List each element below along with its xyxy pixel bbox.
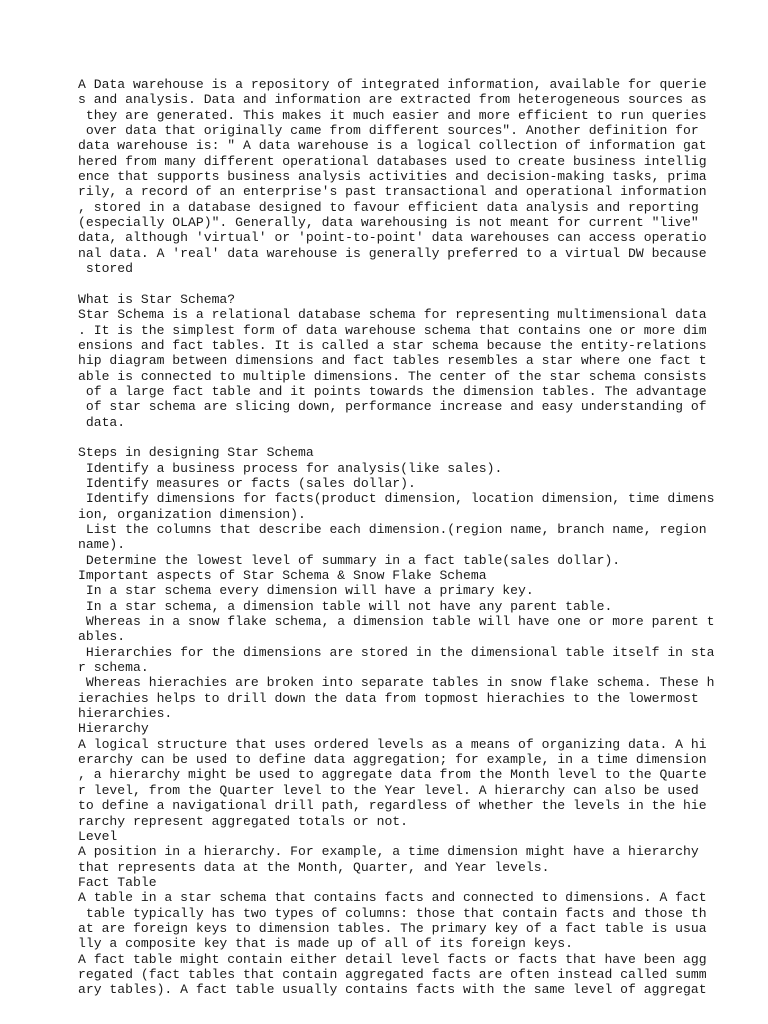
text-line: data. (78, 414, 126, 430)
text-line: data, although 'virtual' or 'point-to-point' data warehouses can access operatio (78, 230, 707, 246)
text-line: (especially OLAP)". Generally, data warehousing is not meant for current "live" (78, 215, 699, 231)
text-line: A fact table might contain either detail level facts or facts that have been agg (78, 951, 707, 967)
text-line: at are foreign keys to dimension tables. The primary key of a fact table is usua (78, 920, 707, 936)
text-line: Whereas in a snow flake schema, a dimension table will have one or more parent t (78, 614, 715, 630)
text-line: nal data. A 'real' data warehouse is generally preferred to a virtual DW because (78, 245, 707, 261)
text-line: Determine the lowest level of summary in a fact table(sales dollar). (78, 552, 621, 568)
text-line: In a star schema every dimension will have a primary key. (78, 583, 534, 599)
text-line: Hierarchies for the dimensions are stored in the dimensional table itself in sta (78, 644, 715, 660)
text-line: What is Star Schema? (78, 291, 236, 307)
text-line: Identify measures or facts (sales dollar). (78, 475, 416, 491)
text-line: Identify dimensions for facts(product dimension, location dimension, time dimens (78, 491, 715, 507)
document-page (78, 77, 728, 998)
text-line: List the columns that describe each dimension.(region name, branch name, region (78, 521, 707, 537)
text-line: Identify a business process for analysis(like sales). (78, 460, 503, 476)
text-line: lly a composite key that is made up of all of its foreign keys. (78, 936, 574, 952)
text-line: ary tables). A fact table usually contains facts with the same level of aggregat (78, 982, 707, 998)
text-line: Important aspects of Star Schema & Snow Flake Schema (78, 568, 487, 583)
text-line: In a star schema, a dimension table will not have any parent table. (78, 598, 613, 614)
text-line: Fact Table (78, 874, 157, 890)
text-line: Steps in designing Star Schema (78, 445, 314, 461)
text-line: to define a navigational drill path, regardless of whether the levels in the hie (78, 798, 707, 814)
text-line: Whereas hierachies are broken into separate tables in snow flake schema. These h (78, 675, 715, 691)
text-line: . It is the simplest form of data warehouse schema that contains one or more dim (78, 322, 707, 338)
text-line: hered from many different operational databases used to create business intellig (78, 153, 707, 169)
text-line: hierarchies. (78, 706, 173, 722)
text-line: erarchy can be used to define data aggregation; for example, in a time dimension (78, 752, 707, 768)
text-line: ensions and fact tables. It is called a star schema because the entity-relations (78, 337, 707, 353)
text-line: , stored in a database designed to favour efficient data analysis and reporting (78, 199, 699, 215)
text-line: rily, a record of an enterprise's past transactional and operational information (78, 184, 707, 200)
text-line: A logical structure that uses ordered levels as a means of organizing data. A hi (78, 736, 707, 752)
text-line: of star schema are slicing down, performance increase and easy understanding of (78, 399, 707, 415)
text-line: A Data warehouse is a repository of integrated information, available for querie (78, 77, 707, 92)
text-line: that represents data at the Month, Quarter, and Year levels. (78, 859, 550, 875)
text-line: table typically has two types of columns: those that contain facts and those th (78, 905, 707, 921)
text-line: r schema. (78, 660, 149, 676)
text-line: they are generated. This makes it much easier and more efficient to run queries (78, 107, 707, 123)
text-line: regated (fact tables that contain aggregated facts are often instead called summ (78, 966, 707, 982)
text-line: ierachies helps to drill down the data from topmost hierachies to the lowermost (78, 690, 699, 706)
text-line: name). (78, 537, 126, 553)
text-line (78, 276, 728, 291)
text-line: over data that originally came from different sources". Another definition for (78, 123, 699, 139)
text-line: Level (78, 828, 118, 844)
text-line: rarchy represent aggregated totals or not. (78, 813, 409, 829)
text-line: ence that supports business analysis activities and decision-making tasks, prima (78, 169, 707, 185)
text-line: of a large fact table and it points towards the dimension tables. The advantage (78, 383, 707, 399)
text-line: A position in a hierarchy. For example, a time dimension might have a hierarchy (78, 844, 699, 860)
text-line: r level, from the Quarter level to the Year level. A hierarchy can also be used (78, 782, 699, 798)
text-line: stored (78, 261, 134, 277)
text-line: Star Schema is a relational database schema for representing multimensional data (78, 307, 707, 323)
text-line: A table in a star schema that contains facts and connected to dimensions. A fact (78, 890, 707, 906)
text-line: hip diagram between dimensions and fact tables resembles a star where one fact t (78, 353, 707, 369)
text-line: data warehouse is: " A data warehouse is a logical collection of information gat (78, 138, 707, 154)
text-line: Hierarchy (78, 721, 149, 737)
text-line (78, 430, 728, 445)
text-line: ion, organization dimension). (78, 506, 306, 522)
text-line: ables. (78, 629, 126, 645)
text-line: able is connected to multiple dimensions. The center of the star schema consists (78, 368, 707, 384)
text-line: , a hierarchy might be used to aggregate data from the Month level to the Quarte (78, 767, 707, 783)
text-line: s and analysis. Data and information are extracted from heterogeneous sources as (78, 92, 707, 108)
